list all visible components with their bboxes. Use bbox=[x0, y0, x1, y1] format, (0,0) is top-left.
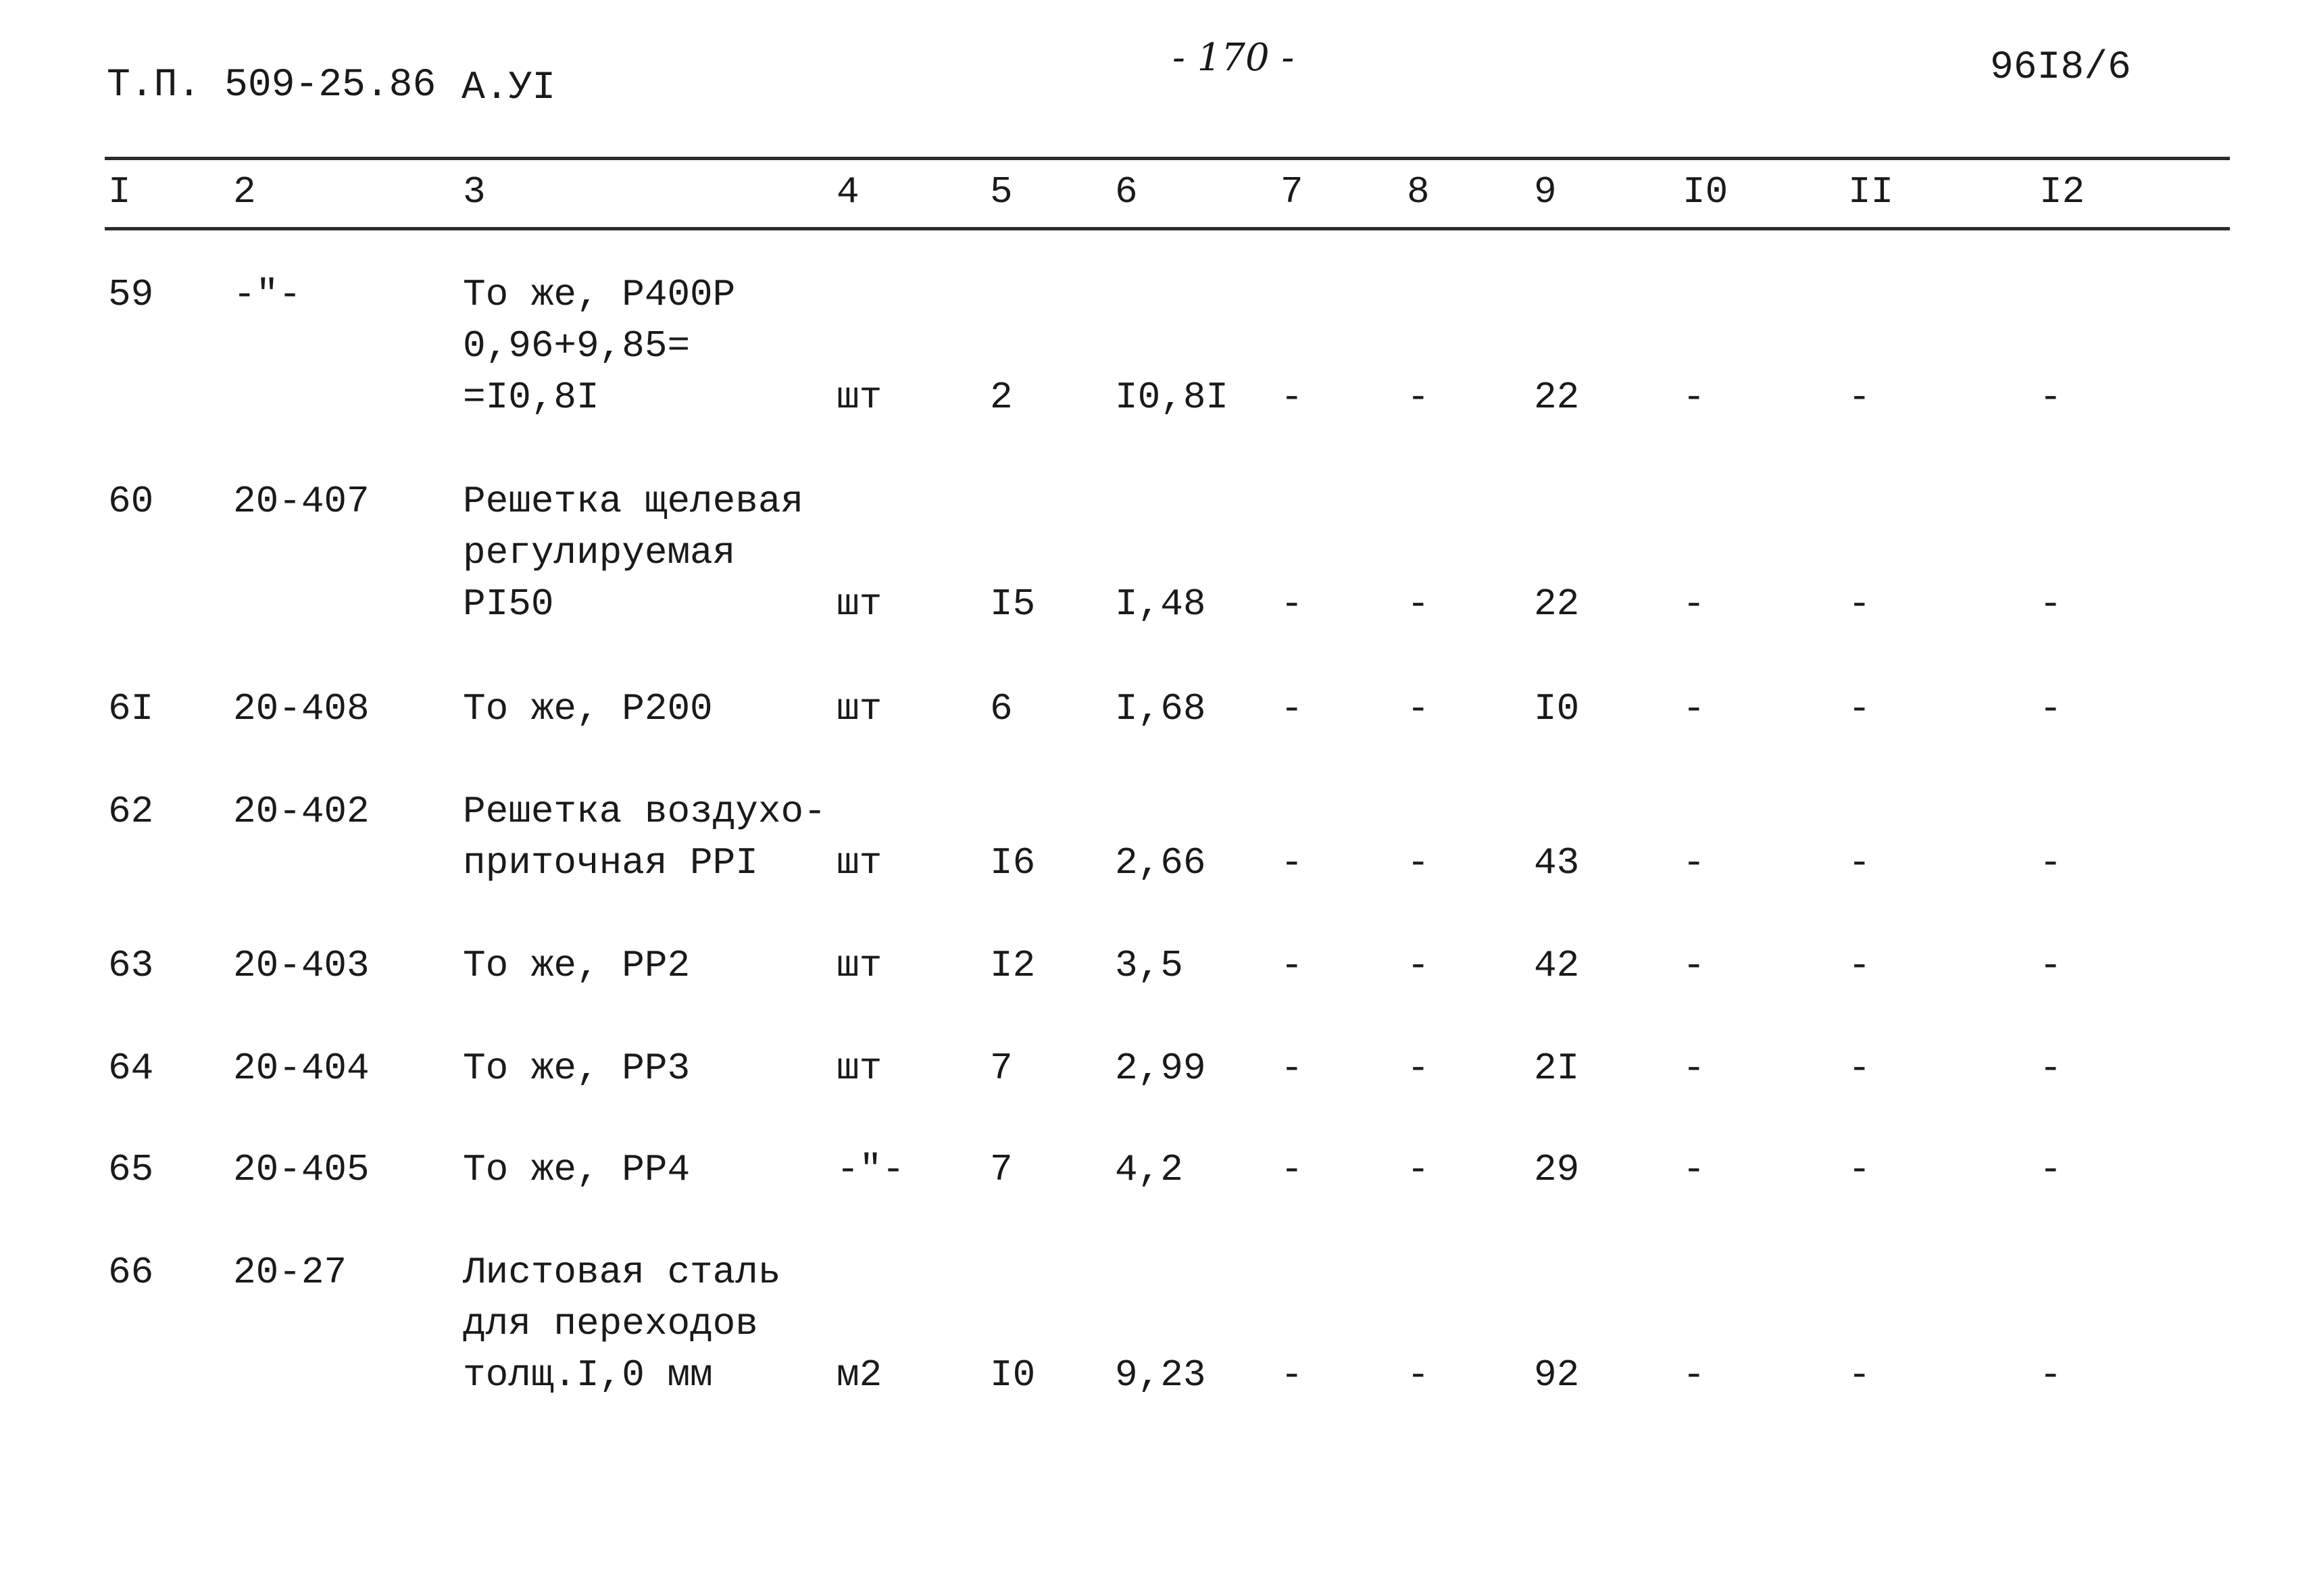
column-header: 3 bbox=[463, 170, 486, 214]
value-col7: - bbox=[1280, 841, 1303, 884]
value-col8: - bbox=[1407, 944, 1430, 987]
value-col7: - bbox=[1280, 1148, 1303, 1191]
value-col6: I,48 bbox=[1115, 582, 1206, 626]
norm-code: -"- bbox=[233, 273, 301, 316]
sheet-code: 96I8/6 bbox=[1990, 46, 2131, 90]
value-col7: - bbox=[1280, 944, 1303, 987]
value-col7: - bbox=[1280, 687, 1303, 730]
value-col10: - bbox=[1683, 944, 1706, 987]
value-col10: - bbox=[1683, 841, 1706, 884]
column-header: I2 bbox=[2039, 170, 2085, 214]
value-col9: I0 bbox=[1534, 687, 1580, 730]
value-col10: - bbox=[1683, 1353, 1706, 1397]
value-col12: - bbox=[2039, 1148, 2062, 1191]
description-line: То же, PP3 bbox=[463, 1047, 691, 1090]
value-col11: - bbox=[1848, 687, 1871, 730]
norm-code: 20-402 bbox=[233, 790, 370, 833]
item-description bbox=[463, 683, 713, 734]
value-col10: - bbox=[1683, 1148, 1706, 1191]
value-col9: 92 bbox=[1534, 1353, 1580, 1397]
value-col9: 22 bbox=[1534, 582, 1580, 626]
item-description bbox=[463, 1247, 780, 1401]
value-col12: - bbox=[2039, 376, 2062, 419]
quantity: 2 bbox=[990, 376, 1013, 419]
value-col11: - bbox=[1848, 944, 1871, 987]
value-col6: 9,23 bbox=[1115, 1353, 1206, 1397]
row-number: 62 bbox=[108, 790, 154, 833]
unit: шт bbox=[837, 944, 882, 987]
value-col9: 2I bbox=[1534, 1047, 1580, 1090]
description-line: Решетка воздухо- bbox=[463, 790, 826, 833]
value-col10: - bbox=[1683, 687, 1706, 730]
value-col12: - bbox=[2039, 1353, 2062, 1397]
value-col8: - bbox=[1407, 1353, 1430, 1397]
item-description bbox=[463, 1043, 690, 1094]
description-line: То же, Р400Р bbox=[463, 273, 736, 316]
description-line: =I0,8I bbox=[463, 376, 599, 419]
column-header: 2 bbox=[233, 170, 256, 214]
row-number: 65 bbox=[108, 1148, 154, 1191]
value-col8: - bbox=[1407, 582, 1430, 626]
value-col12: - bbox=[2039, 687, 2062, 730]
column-header: 9 bbox=[1534, 170, 1557, 214]
value-col7: - bbox=[1280, 582, 1303, 626]
unit: шт bbox=[837, 1047, 882, 1090]
quantity: 6 bbox=[990, 687, 1013, 730]
description-line: толщ.I,0 мм bbox=[463, 1353, 713, 1397]
value-col8: - bbox=[1407, 687, 1430, 730]
column-header: 7 bbox=[1280, 170, 1303, 214]
value-col11: - bbox=[1848, 1047, 1871, 1090]
value-col7: - bbox=[1280, 1353, 1303, 1397]
value-col12: - bbox=[2039, 841, 2062, 884]
value-col12: - bbox=[2039, 1047, 2062, 1090]
norm-code: 20-27 bbox=[233, 1251, 347, 1294]
value-col8: - bbox=[1407, 841, 1430, 884]
norm-code: 20-404 bbox=[233, 1047, 370, 1090]
description-line: То же, PP2 bbox=[463, 944, 691, 987]
quantity: I2 bbox=[990, 944, 1036, 987]
column-header: 8 bbox=[1407, 170, 1430, 214]
column-header: I0 bbox=[1683, 170, 1728, 214]
description-line: Листовая сталь bbox=[463, 1251, 781, 1294]
table-header-rule bbox=[105, 227, 2230, 230]
quantity: 7 bbox=[990, 1148, 1013, 1191]
row-number: 66 bbox=[108, 1251, 154, 1294]
description-line: То же, PP4 bbox=[463, 1148, 691, 1191]
item-description bbox=[463, 1144, 690, 1195]
description-line: приточная PPI bbox=[463, 841, 758, 884]
unit: шт bbox=[837, 582, 882, 626]
norm-code: 20-408 bbox=[233, 687, 370, 730]
quantity: I5 bbox=[990, 582, 1036, 626]
column-header: 4 bbox=[837, 170, 860, 214]
value-col8: - bbox=[1407, 376, 1430, 419]
quantity: I0 bbox=[990, 1353, 1036, 1397]
value-col6: 2,99 bbox=[1115, 1047, 1206, 1090]
description-line: регулируемая bbox=[463, 531, 736, 574]
value-col6: 4,2 bbox=[1115, 1148, 1183, 1191]
row-number: 60 bbox=[108, 480, 154, 523]
value-col10: - bbox=[1683, 1047, 1706, 1090]
norm-code: 20-407 bbox=[233, 480, 370, 523]
item-description bbox=[463, 786, 826, 889]
unit: шт bbox=[837, 687, 882, 730]
column-header: 6 bbox=[1115, 170, 1138, 214]
value-col11: - bbox=[1848, 1353, 1871, 1397]
table-top-rule bbox=[105, 157, 2230, 160]
norm-code: 20-405 bbox=[233, 1148, 370, 1191]
unit: шт bbox=[837, 841, 882, 884]
value-col6: 2,66 bbox=[1115, 841, 1206, 884]
item-description bbox=[463, 476, 803, 630]
description-line: Решетка щелевая bbox=[463, 480, 804, 523]
norm-code: 20-403 bbox=[233, 944, 370, 987]
quantity: 7 bbox=[990, 1047, 1013, 1090]
value-col7: - bbox=[1280, 1047, 1303, 1090]
unit: -"- bbox=[837, 1148, 905, 1191]
page-number: - 170 - bbox=[1172, 36, 1295, 80]
description-line: PI50 bbox=[463, 582, 554, 626]
description-line: для переходов bbox=[463, 1302, 758, 1345]
description-line: 0,96+9,85= bbox=[463, 324, 691, 368]
value-col6: I0,8I bbox=[1115, 376, 1229, 419]
value-col9: 29 bbox=[1534, 1148, 1580, 1191]
value-col9: 42 bbox=[1534, 944, 1580, 987]
value-col7: - bbox=[1280, 376, 1303, 419]
document-section: А.УI bbox=[462, 66, 556, 110]
row-number: 63 bbox=[108, 944, 154, 987]
description-line: То же, Р200 bbox=[463, 687, 713, 730]
value-col9: 43 bbox=[1534, 841, 1580, 884]
row-number: 59 bbox=[108, 273, 154, 316]
value-col11: - bbox=[1848, 841, 1871, 884]
item-description bbox=[463, 940, 690, 991]
value-col10: - bbox=[1683, 582, 1706, 626]
value-col11: - bbox=[1848, 582, 1871, 626]
unit: м2 bbox=[837, 1353, 882, 1397]
quantity: I6 bbox=[990, 841, 1036, 884]
value-col9: 22 bbox=[1534, 376, 1580, 419]
unit: шт bbox=[837, 376, 882, 419]
value-col8: - bbox=[1407, 1047, 1430, 1090]
value-col6: I,68 bbox=[1115, 687, 1206, 730]
column-header: 5 bbox=[990, 170, 1013, 214]
value-col10: - bbox=[1683, 376, 1706, 419]
value-col12: - bbox=[2039, 582, 2062, 626]
value-col6: 3,5 bbox=[1115, 944, 1183, 987]
item-description bbox=[463, 269, 735, 423]
row-number: 6I bbox=[108, 687, 154, 730]
value-col11: - bbox=[1848, 1148, 1871, 1191]
value-col8: - bbox=[1407, 1148, 1430, 1191]
document-code: Т.П. 509-25.86 bbox=[107, 64, 437, 107]
row-number: 64 bbox=[108, 1047, 154, 1090]
column-header: I bbox=[108, 170, 131, 214]
value-col11: - bbox=[1848, 376, 1871, 419]
column-header: II bbox=[1848, 170, 1894, 214]
value-col12: - bbox=[2039, 944, 2062, 987]
